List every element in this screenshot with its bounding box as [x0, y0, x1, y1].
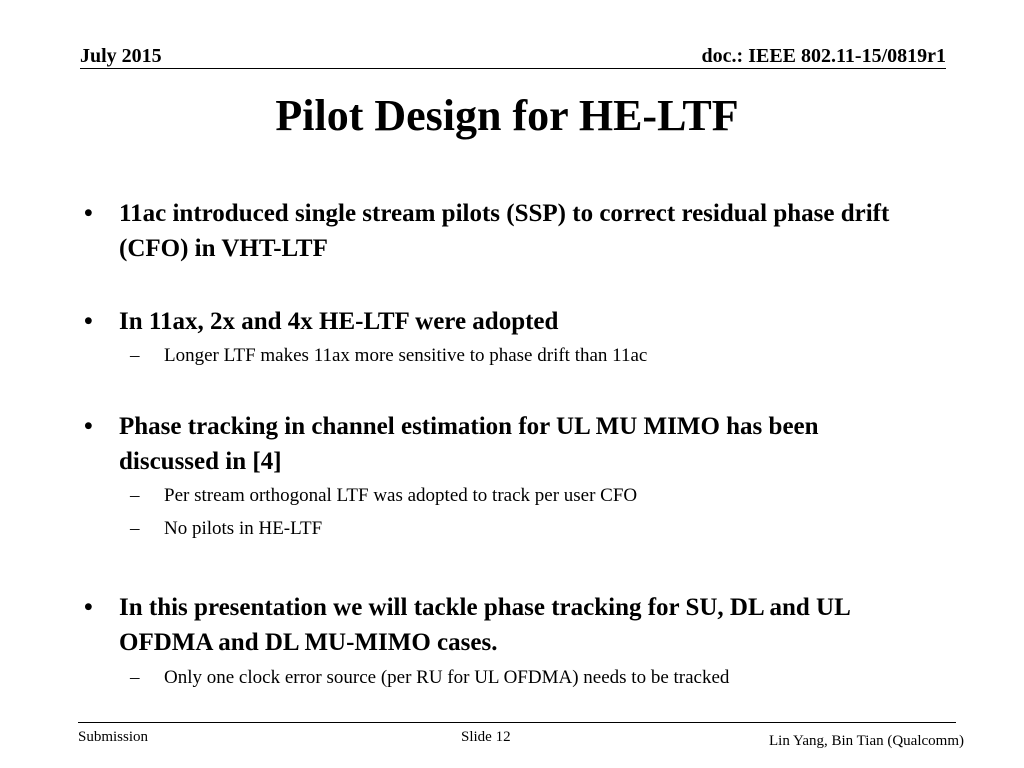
slide-title: Pilot Design for HE-LTF: [275, 91, 739, 140]
bullet-marker: •: [84, 200, 93, 227]
bullet-text: In this presentation we will tackle phase tracking for SU, DL and UL OFDMA and DL MU-MIMO cases.: [119, 594, 850, 656]
bullet-marker: •: [84, 413, 93, 440]
header-date: July 2015: [80, 45, 162, 67]
bullet-text: In 11ax, 2x and 4x HE-LTF were adopted: [119, 308, 559, 335]
header-doc-id: doc.: IEEE 802.11-15/0819r1: [701, 45, 946, 67]
footer-divider: [78, 722, 956, 723]
footer-submission: Submission: [78, 729, 149, 745]
bullet-text: Phase tracking in channel estimation for UL MU MIMO has been discussed in [4]: [119, 413, 819, 475]
bullet-marker: •: [84, 308, 93, 335]
sub-bullet-marker: –: [130, 518, 140, 539]
sub-bullet-text: No pilots in HE-LTF: [164, 518, 323, 539]
sub-bullet-text: Per stream orthogonal LTF was adopted to track per user CFO: [164, 485, 638, 506]
bullet-text: 11ac introduced single stream pilots (SSP) to correct residual phase drift (CFO) in VHT-LTF: [119, 200, 890, 262]
sub-bullet-text: Only one clock error source (per RU for UL OFDMA) needs to be tracked: [164, 667, 730, 688]
footer-authors: Lin Yang, Bin Tian (Qualcomm): [768, 733, 964, 749]
header-divider: [80, 68, 946, 69]
sub-bullet-marker: –: [130, 345, 140, 366]
sub-bullet-marker: –: [130, 485, 140, 506]
sub-bullet-marker: –: [130, 667, 140, 688]
bullet-marker: •: [84, 594, 93, 621]
sub-bullet-text: Longer LTF makes 11ax more sensitive to phase drift than 11ac: [164, 345, 648, 366]
footer-slide-number: Slide 12: [461, 729, 511, 745]
